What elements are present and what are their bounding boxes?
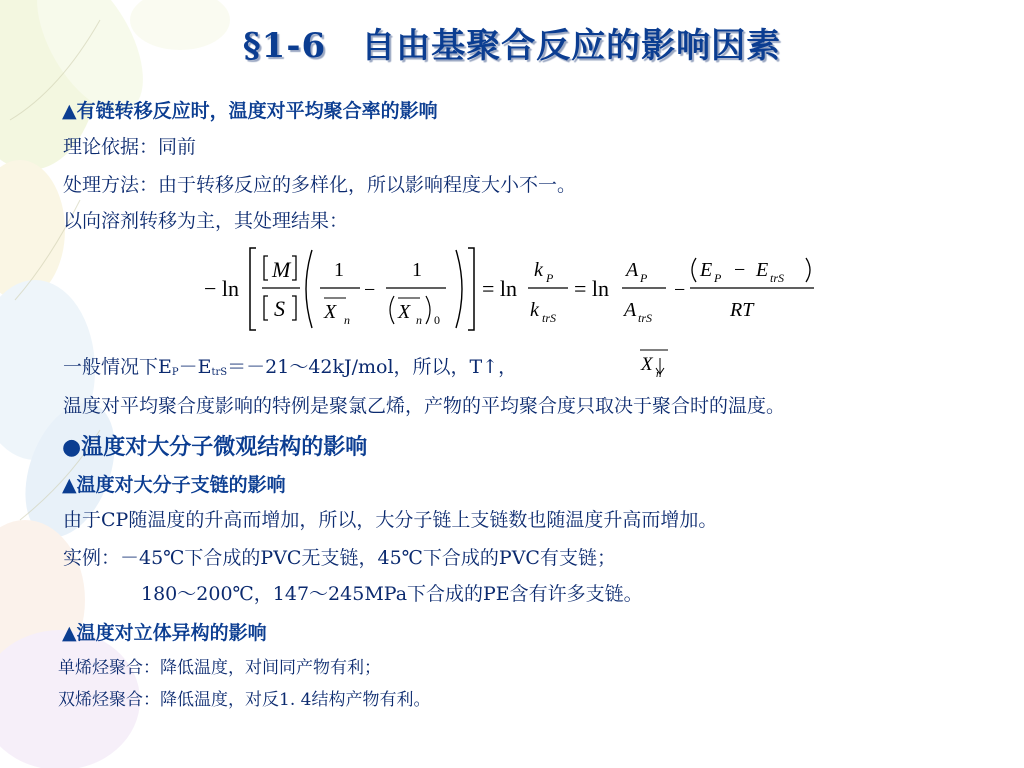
formula-A-a: A: [626, 259, 639, 281]
general-case-b: －E: [178, 356, 212, 378]
example-pvc: 实例：－45℃下合成的PVC无支链，45℃下合成的PVC有支链；: [63, 547, 616, 569]
example-pe: 180～200℃，147～245MPa下合成的PE含有许多支链。: [141, 583, 643, 605]
xn-bar-symbol: [638, 346, 672, 380]
heading-stereo: ▲温度对立体异构的影响: [62, 622, 267, 644]
formula-n-a: n: [344, 313, 350, 327]
formula-minus-a: −: [364, 279, 376, 301]
formula-one-a: 1: [334, 259, 344, 281]
formula-trS-b: trS: [638, 311, 653, 325]
formula-M: M: [272, 257, 291, 282]
heading-branching: ▲温度对大分子支链的影响: [62, 474, 286, 496]
formula-trS-a: trS: [542, 311, 557, 325]
formula-P-b: P: [640, 271, 648, 285]
formula-P-a: P: [546, 271, 554, 285]
mono-olefin: 单烯烃聚合：降低温度，对间同产物有利；: [58, 658, 381, 678]
xbar-n: n: [656, 368, 662, 380]
formula-Xn-b: X: [398, 301, 411, 323]
general-case-trs: trS: [211, 367, 228, 378]
theory-basis: 理论依据：同前: [63, 136, 197, 158]
formula-S: S: [274, 296, 285, 321]
formula-minus-ln: − ln: [204, 276, 240, 301]
formula-eq2: = ln: [574, 276, 610, 301]
processing-method: 处理方法：由于转移反应的多样化，所以影响程度大小不一。: [63, 174, 577, 196]
heading-microstructure: ●温度对大分子微观结构的影响: [62, 434, 368, 460]
formula-minus-c: −: [734, 259, 746, 281]
formula-k-b: k: [530, 299, 539, 321]
general-case: [63, 352, 517, 379]
cp-explanation: 由于CP随温度的升高而增加，所以，大分子链上支链数也随温度升高而增加。: [63, 509, 718, 531]
formula-zero: 0: [434, 313, 440, 327]
general-case-c: ＝－21～42kJ/mol，所以，T↑，: [227, 356, 518, 378]
general-case-p: P: [171, 367, 179, 378]
formula-E-a: E: [700, 259, 713, 281]
formula-k-a: k: [534, 259, 543, 281]
formula-A-b: A: [624, 299, 637, 321]
formula-Xn-a: X: [324, 301, 337, 323]
solvent-transfer: 以向溶剂转移为主，其处理结果：: [63, 210, 349, 232]
formula-trS-c: trS: [770, 271, 785, 285]
formula-n-b: n: [416, 313, 422, 327]
formula-P-c: P: [714, 271, 722, 285]
formula: [200, 244, 820, 334]
general-case-a: 一般情况下E: [63, 356, 172, 378]
formula-RT: RT: [730, 299, 754, 321]
di-olefin: 双烯烃聚合：降低温度，对反1. 4结构产物有利。: [58, 690, 431, 710]
slide-title: §1-6 自由基聚合反应的影响因素: [242, 26, 782, 66]
formula-E-b: E: [756, 259, 769, 281]
formula-eq1: = ln: [482, 276, 518, 301]
xbar-X: X: [641, 354, 653, 375]
formula-minus-b: −: [674, 279, 686, 301]
special-case: 温度对平均聚合度影响的特例是聚氯乙烯，产物的平均聚合度只取决于聚合时的温度。: [63, 395, 786, 417]
formula-one-b: 1: [412, 259, 422, 281]
heading-chain-transfer: ▲有链转移反应时，温度对平均聚合率的影响: [62, 100, 438, 122]
